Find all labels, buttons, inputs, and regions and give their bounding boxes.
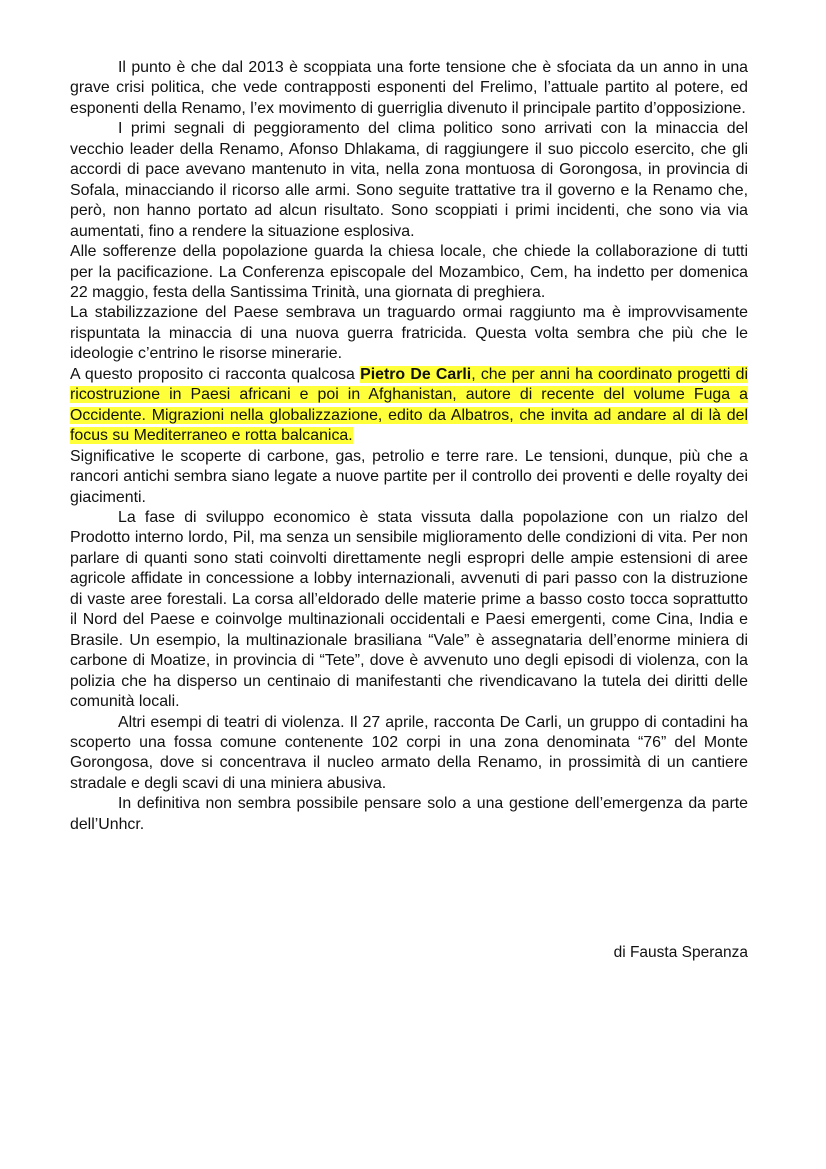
highlighted-description: , che per anni ha coordinato progetti di ricostruzione in Paesi africani e poi in Afghanistan, autore di recente del volume Fuga a Occidente. Migrazioni nella globalizzazione, edito da Albatros, che invita ad andare al di là del focus su Mediterraneo e rotta balcanica. [70, 365, 748, 445]
paragraph: Il punto è che dal 2013 è scoppiata una forte tensione che è sfociata da un anno in una grave crisi politica, che vede contrapposti esponenti del Frelimo, l’attuale partito al potere, ed esponenti della Renamo, l’ex movimento di guerriglia divenuto il principale partito d’opposizione. [70, 59, 748, 117]
paragraph: La fase di sviluppo economico è stata vissuta dalla popolazione con un rialzo del Prodotto interno lordo, Pil, ma senza un sensibile miglioramento delle condizioni di vita. Per non parlare di quanti sono stati coinvolti direttamente negli espropri delle ampie estensioni di aree agricole affidate in concessione a lobby internazionali, avvenuti di pari passo con la distruzione di vaste aree forestali. La corsa all’eldorado delle materie prime a basso costo tocca soprattutto il Nord del Paese e coinvolge multinazionali occidentali e Paesi emergenti, come Cina, India e Brasile. Un esempio, la multinazionale brasiliana “Vale” è assegnataria dell’enorme miniera di carbone di Moatize, in provincia di “Tete”, dove è avvenuto uno degli episodi di violenza, con la polizia che ha disperso un centinaio di manifestanti che rivendicavano la tutela dei diritti delle comunità locali. [70, 508, 748, 711]
paragraph: La stabilizzazione del Paese sembrava un traguardo ormai raggiunto ma è improvvisamente rispuntata la minaccia di una nuova guerra fratricida. Questa volta sembra che più che le ideologie c’entrino le risorse minerarie. [70, 304, 748, 363]
paragraph: Alle sofferenze della popolazione guarda la chiesa locale, che chiede la collaborazione di tutti per la pacificazione. La Conferenza episcopale del Mozambico, Cem, ha indetto per domenica 22 maggio, festa della Santissima Trinità, una giornata di preghiera. [70, 243, 748, 301]
paragraph: In definitiva non sembra possibile pensare solo a una gestione dell’emergenza da parte dell’Unhcr. [70, 795, 748, 833]
highlight-lead: A questo proposito ci racconta qualcosa [70, 365, 361, 383]
document-body [70, 58, 748, 835]
paragraph: Significative le scoperte di carbone, gas, petrolio e terre rare. Le tensioni, dunque, più che a rancori antichi sembra siano legate a nuove partite per il controllo dei proventi e delle royalty dei giacimenti. [70, 447, 748, 506]
paragraph: I primi segnali di peggioramento del clima politico sono arrivati con la minaccia del vecchio leader della Renamo, Afonso Dhlakama, di raggiungere il suo piccolo esercito, che gli accordi di pace avevano mantenuto in vita, nella zona montuosa di Gorongosa, in provincia di Sofala, minacciando il ricorso alle armi. Sono seguite trattative tra il governo e la Renamo che, però, non hanno portato ad alcun risultato. Sono scoppiati i primi incidenti, che sono via via aumentati, fino a rendere la situazione esplosiva. [70, 120, 748, 240]
author-signature: di Fausta Speranza [613, 944, 748, 961]
highlighted-person-name: Pietro De Carli [360, 365, 472, 383]
highlighted-paragraph [70, 365, 748, 447]
paragraph: Altri esempi di teatri di violenza. Il 27 aprile, racconta De Carli, un gruppo di contadini ha scoperto una fossa comune contenente 102 corpi in una zona denominata “76” del Monte Gorongosa, dove si concentrava il nucleo armato della Renamo, in prossimità di un cantiere stradale e degli scavi di una miniera abusiva. [70, 713, 748, 792]
